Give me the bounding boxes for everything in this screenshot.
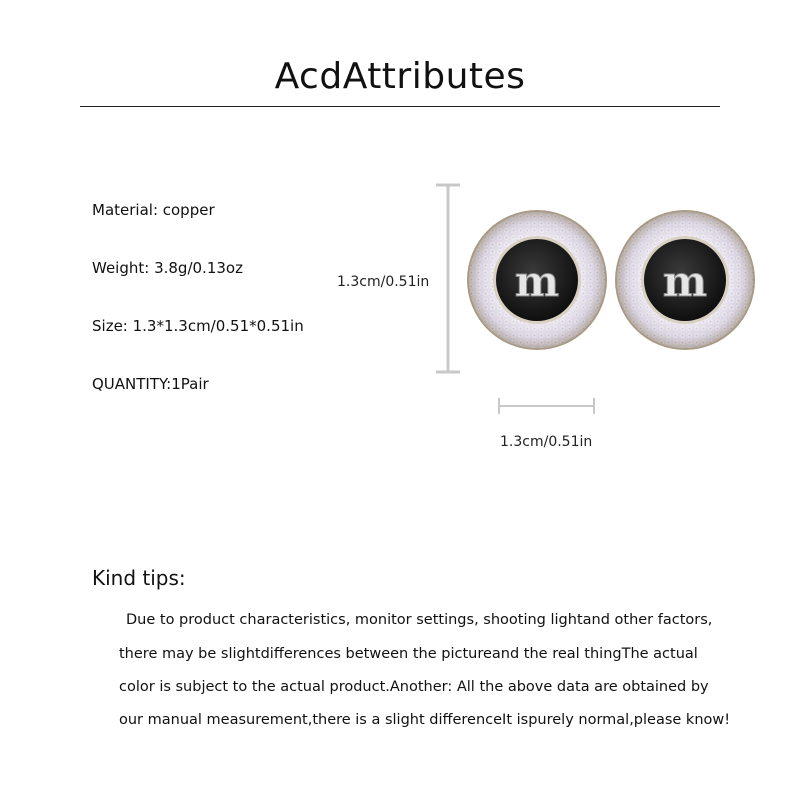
attribute-material: Material: copper — [92, 201, 215, 219]
earring-left — [467, 210, 607, 350]
attribute-weight: Weight: 3.8g/0.13oz — [92, 259, 243, 277]
tip-line-4: our manual measurement,there is a slight differenceIt ispurely normal,please know! — [119, 712, 731, 728]
tip-line-2: there may be slightdifferences between the pictureand the real thingThe actual — [119, 646, 698, 662]
width-dimension-bar — [499, 398, 594, 414]
width-dimension-label: 1.3cm/0.51in — [500, 434, 593, 450]
emblem-letter-right: m — [662, 257, 708, 306]
title-underline — [80, 106, 720, 107]
earrings-product-image — [440, 178, 708, 418]
height-dimension-label: 1.3cm/0.51in — [337, 274, 430, 290]
height-dimension-bar — [436, 185, 460, 372]
kind-tips-title: Kind tips: — [92, 566, 186, 590]
tip-line-1: Due to product characteristics, monitor settings, shooting lightand other factors, — [126, 612, 713, 628]
attribute-quantity: QUANTITY:1Pair — [92, 375, 209, 393]
earring-right — [615, 210, 755, 350]
emblem-letter-left: m — [514, 257, 560, 306]
page-title: AcdAttributes — [274, 56, 526, 97]
tip-line-3: color is subject to the actual product.Another: All the above data are obtained by — [119, 679, 709, 695]
attribute-size: Size: 1.3*1.3cm/0.51*0.51in — [92, 317, 304, 335]
